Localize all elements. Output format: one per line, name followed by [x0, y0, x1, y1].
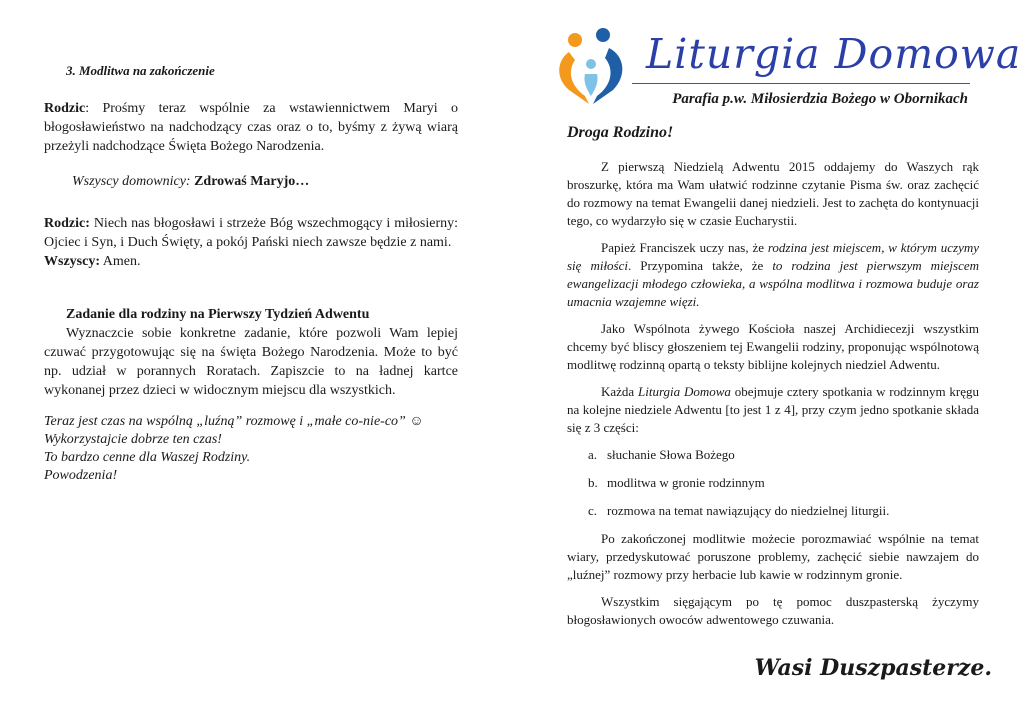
- all-response-2-text: Amen.: [100, 254, 141, 269]
- closing-line: Teraz jest czas na wspólną „luźną” rozmowę i „małe co-nie-co” ☺: [44, 414, 424, 429]
- task-title: Zadanie dla rodziny na Pierwszy Tydzień Adwentu: [66, 307, 370, 322]
- parent-blessing-text: Niech nas błogosławi i strzeże Bóg wszechmogący i miłosierny: Ojciec i Syn, i Duch Święty, a pokój Pański niech zawsze będzie z nami.: [44, 216, 458, 250]
- parent-prayer-1-text: : Prośmy teraz wspólnie za wstawiennictwem Maryi o błogosławieństwo na nadchodzący czas oraz o to, byśmy z żywą wiarą przeżyli nadchodzące Święta Bożego Narodzenia.: [44, 101, 458, 154]
- all-response-1-text: Zdrowaś Maryjo…: [194, 174, 310, 189]
- meeting-parts-list: [567, 446, 979, 520]
- paragraph-2: Papież Franciszek uczy nas, że rodzina jest miejscem, w którym uczymy się miłości. Przypomina także, że to rodzina jest pierwszym miejscem ewangelizacji młodego człowieka, a wspólna modlitwa i rozmowa buduje oraz umacnia wzajemne więzi.: [567, 240, 980, 309]
- paragraph-5: Po zakończonej modlitwie możecie porozmawiać wspólnie na temat wiary, przedyskutować poruszone problemy, zachęcić siebie nawzajem do „luźnej” rozmowy przy herbacie lub kawie w rodzinnym gronie.: [567, 531, 979, 582]
- closing-line: Powodzenia!: [44, 468, 118, 483]
- paragraph-4: Każda Liturgia Domowa obejmuje cztery spotkania w rodzinnym kręgu na kolejne niedziele Adwentu [to jest 1 z 4], przy czym jedno spotkanie składa się z 3 części:: [567, 384, 980, 435]
- family-heart-logo-icon: [555, 26, 627, 106]
- header-divider: [632, 83, 970, 84]
- closing-line: Wykorzystajcie dobrze ten czas!: [44, 432, 222, 447]
- parent-label: Rodzic: [44, 101, 86, 116]
- all-label: Wszyscy domownicy:: [72, 174, 195, 189]
- parish-name: Parafia p.w. Miłosierdzia Bożego w Obornikach: [672, 91, 968, 107]
- all-response-1: [72, 174, 309, 190]
- brand-title: Liturgia Domowa: [646, 30, 1022, 78]
- paragraph-6: Wszystkim sięgającym po tę pomoc duszpasterską życzymy błogosławionych owoców adwentowego czuwania.: [567, 594, 979, 627]
- all-label-2: Wszyscy:: [44, 254, 100, 269]
- letter-body: [567, 158, 979, 638]
- task-text: Wyznaczcie sobie konkretne zadanie, które pozwoli Wam lepiej czuwać przygotowując się na święta Bożego Narodzenia. Może to być np. udział w porannych Roratach. Zapiszcie to na ładnej kartce wykonanej przez dzieci w widocznym miejscu dla wszystkich.: [44, 326, 458, 398]
- section-title: 3. Modlitwa na zakończenie: [66, 63, 215, 78]
- list-item: c. rozmowa na temat nawiązujący do niedzielnej liturgii.: [588, 503, 890, 518]
- paragraph-3: Jako Wspólnota żywego Kościoła naszej Archidiecezji wszystkim chcemy być bliscy głoszeniem tej Ewangelii rodziny, proponując wspólnotową modlitwę rodzinną opartą o teksty biblijne kolejnych niedziel Adwentu.: [567, 321, 979, 372]
- parent-prayer-1: [44, 99, 458, 156]
- closing-notes: [44, 413, 464, 485]
- family-task: [44, 305, 458, 400]
- greeting: Droga Rodzino!: [567, 124, 674, 141]
- list-item: b. modlitwa w gronie rodzinnym: [588, 475, 765, 490]
- list-item: a. słuchanie Słowa Bożego: [588, 447, 735, 462]
- right-page: [512, 0, 1024, 725]
- parent-label-2: Rodzic:: [44, 216, 90, 231]
- signature: Wasi Duszpasterze.: [754, 655, 992, 681]
- paragraph-1: Z pierwszą Niedzielą Adwentu 2015 oddajemy do Waszych rąk broszurkę, która ma Wam ułatwić rodzinne czytanie Pisma św. oraz zachęcić do rozmowy na temat Ewangelii danej niedzieli. Jest to zachęta do kontynuacji tego, co wydarzyło się w czasie Eucharystii.: [567, 159, 979, 228]
- closing-line: To bardzo cenne dla Waszej Rodziny.: [44, 450, 251, 465]
- parent-blessing: [44, 214, 458, 271]
